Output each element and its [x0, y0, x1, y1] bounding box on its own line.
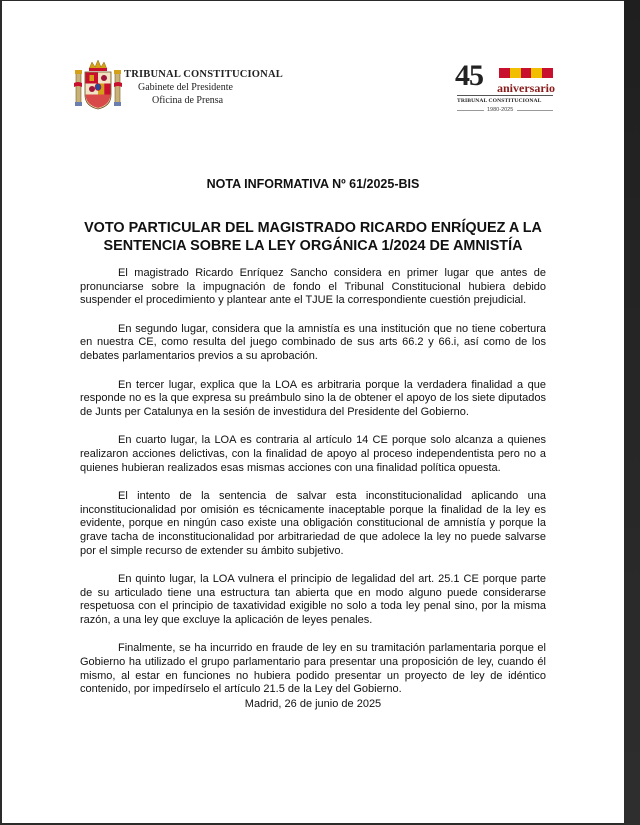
paragraph: En quinto lugar, la LOA vulnera el principio de legalidad del art. 25.1 CE porque parte de su articulado tiene una estructura tan abierta que en modo alguno puede considerarse respetuosa con el principio de taxatividad exigible no solo a toda ley penal sino, por la misma razón, a una ley que excluye la aplicación de leyes penales.: [80, 573, 546, 626]
title-line-2: SENTENCIA SOBRE LA LEY ORGÁNICA 1/2024 DE AMNISTÍA: [103, 238, 523, 254]
anniversary-org: TRIBUNAL CONSTITUCIONAL: [457, 98, 542, 104]
flag-stripes-icon: [499, 68, 553, 78]
note-number: NOTA INFORMATIVA Nº 61/2025-BIS: [206, 177, 420, 191]
org-name: TRIBUNAL CONSTITUCIONAL: [124, 69, 283, 80]
document-date: Madrid, 26 de junio de 2025: [244, 698, 382, 710]
document-title: [62, 219, 564, 255]
anniversary-logo: [455, 61, 555, 117]
divider: [457, 95, 553, 96]
anniversary-number: 45: [455, 59, 483, 92]
paragraph: En segundo lugar, considera que la amnistía es una institución que no tiene cobertura en nuestra CE, como resulta del juego combinado de sus arts 66.2 y 66.i, así como de los debates parlamentarios previos a su aprobación.: [80, 322, 546, 362]
anniversary-years: 1980-2025: [487, 107, 514, 113]
office-line-2: Oficina de Prensa: [152, 95, 224, 106]
title-line-1: VOTO PARTICULAR DEL MAGISTRADO RICARDO ENRÍQUEZ A LA: [84, 220, 542, 236]
viewer-background: [624, 0, 640, 825]
anniversary-word: aniversario: [497, 81, 555, 95]
paragraph: Finalmente, se ha incurrido en fraude de ley en su tramitación parlamentaria porque el Gobierno ha utilizado el grupo parlamentario para presentar una proposición de ley, cuando él mismo, al estar en funciones no hubiera podido presentar un proyecto de ley de idéntico contenido, por impedírselo el artículo 21.5 de la Ley del Gobierno.: [80, 642, 546, 696]
paragraph: El magistrado Ricardo Enríquez Sancho considera en primer lugar que antes de pronunciarse sobre la impugnación de fondo el Tribunal Constitucional hubiera debido suspender el procedimiento y plantear ante el TJUE la correspondiente cuestión prejudicial.: [80, 267, 546, 307]
office-line-1: Gabinete del Presidente: [138, 82, 233, 93]
office-header: [124, 69, 283, 106]
divider: [457, 110, 484, 111]
paragraph: El intento de la sentencia de salvar esta inconstitucionalidad aplicando una inconstitucionalidad por omisión es técnicamente inaceptable porque la finalidad de la ley es evidente, porque en ningún caso existe una obligación constitucional de amnistía y porque la grave tacha de inconstitucionalidad por arbitrariedad de que adolece la ley no puede salvarse por el simple recurso de extender su ámbito subjetivo.: [80, 490, 546, 557]
paragraph: En tercer lugar, explica que la LOA es arbitraria porque la verdadera finalidad a que responde no es la que expresa su preámbulo sino la de obtener el apoyo de los siete diputados de Junts per Catalunya en la sesión de investidura del Presidente del Gobierno.: [80, 378, 546, 418]
divider: [517, 110, 553, 111]
paragraph: En cuarto lugar, la LOA es contraria al artículo 14 CE porque solo alcanza a quienes realizaron acciones delictivas, con la finalidad de apoyo al proceso independentista pero no a quienes hubieran realizados esas mismas acciones con una finalidad política opuesta.: [80, 434, 546, 474]
coat-of-arms-icon: [74, 59, 122, 111]
document-body: [80, 267, 546, 712]
document-page: [2, 1, 624, 823]
